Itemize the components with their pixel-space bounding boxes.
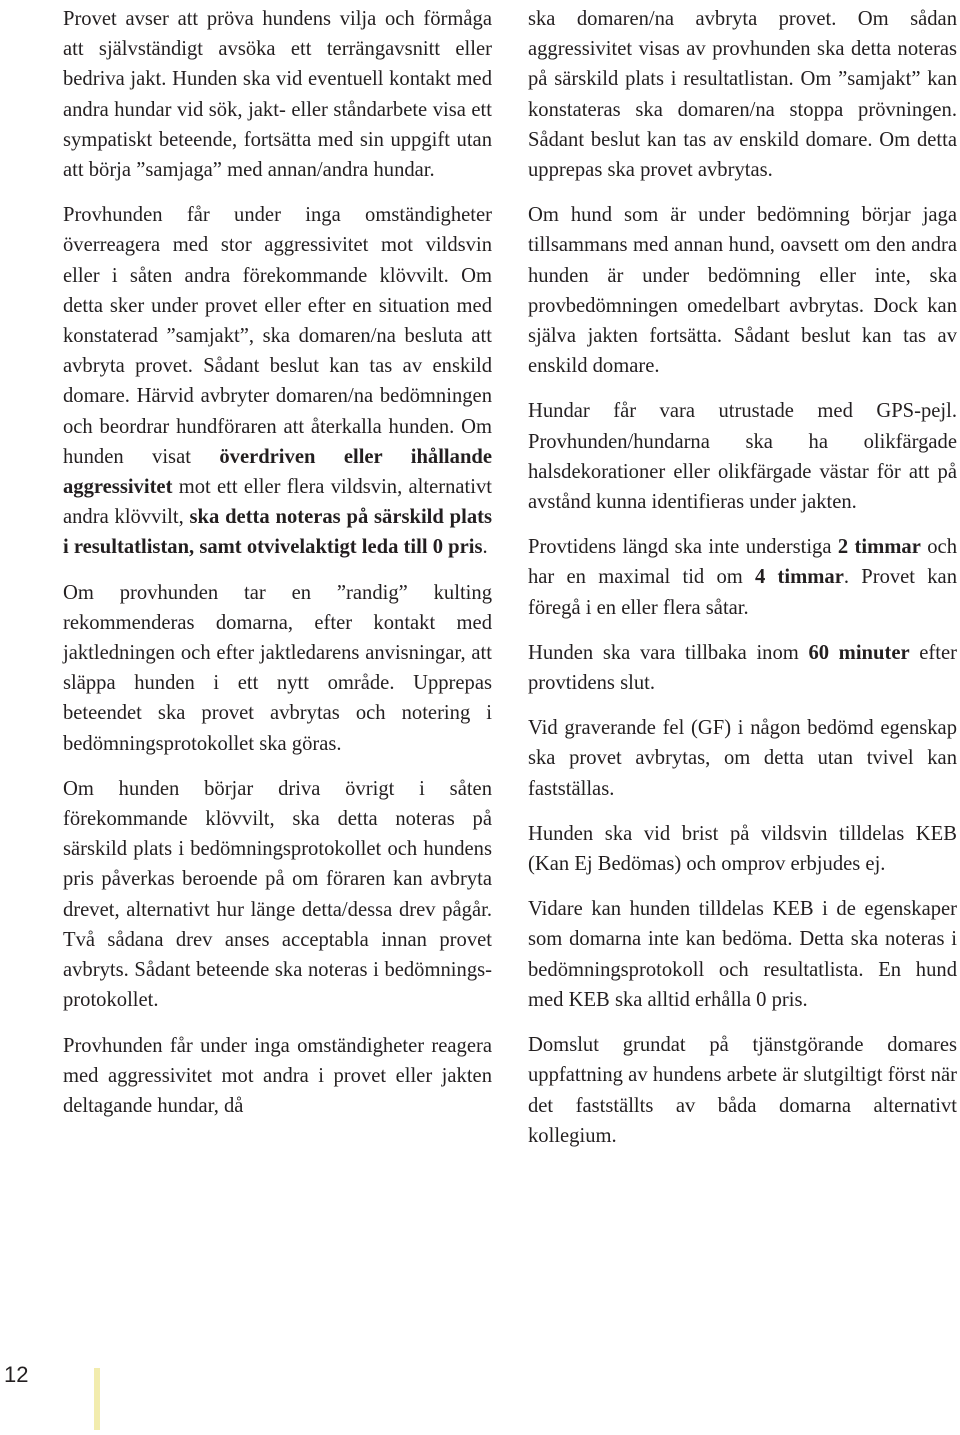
- paragraph: Hunden ska vid brist på vildsvin tilldelas KEB (Kan Ej Bedömas) och omprov erbjudes ej.: [528, 822, 957, 876]
- text-run: Hunden ska vara tillbaka inom: [528, 641, 809, 664]
- paragraph: ska domaren/na avbryta provet. Om sådan aggressivitet visas av provhunden ska detta noteras på särskild plats i resultatlistan. Om ”samjakt” kan konstateras ska domaren/na stoppa prövningen. Sådant beslut kan tas av enskild domare. Om detta upprepas ska provet avbrytas.: [528, 8, 957, 182]
- paragraph: Provhunden får under inga omständigheter reagera med aggressivitet mot andra i provet eller jakten deltagande hundar, då: [63, 1034, 492, 1117]
- paragraph: Om hund som är under bedömning börjar jaga tillsammans med annan hund, oavsett om den andra hunden är under bedömning eller inte, ska provbedömningen omedelbart avbrytas. Dock kan själva jakten fortsätta. Sådant beslut kan tas av enskild domare.: [528, 204, 957, 378]
- bold-text: 4 timmar: [755, 566, 844, 589]
- paragraph: [528, 532, 957, 623]
- text-run: .: [482, 536, 488, 559]
- text-run: Provtidens längd ska inte understiga: [528, 536, 838, 559]
- text-run: . Provet kan föregå i en eller flera såtar.: [528, 566, 957, 619]
- paragraph: Provet avser att pröva hundens vilja och förmåga att självständigt avsöka ett terrängavsnitt eller bedriva jakt. Hunden ska vid eventuell kontakt med andra hundar vid sök, jakt- eller ståndarbete visa ett sympatiskt beteende, fortsätta med sin uppgift utan att börja ”samjaga” med annan/andra hundar.: [63, 8, 492, 182]
- right-column: [528, 4, 957, 1166]
- bold-text: 2 timmar: [837, 536, 921, 559]
- bold-text: överdriven eller ihållande aggressivitet: [63, 445, 492, 499]
- paragraph: Hundar får vara utrustade med GPS-pejl. Provhunden/hundarna ska ha olikfärgade halsdekorationer eller olikfärgade västar för att på avstånd kunna identifieras under jakten.: [528, 400, 957, 514]
- text-run: mot ett eller flera vildsvin, alternativt andra klövvilt,: [63, 476, 492, 529]
- paragraph: [528, 638, 957, 698]
- paragraph: Om provhunden tar en ”randig” kulting rekommenderas domarna, efter kontakt med jaktledningen och efter jaktledarens anvisningar, att släppa hunden i ett nytt område. Upprepas beteendet ska provet avbrytas och notering i bedömningsprotokollet ska göras.: [63, 581, 492, 755]
- bold-text: ska detta noteras på särskild plats i resultatlistan, samt otvivelaktigt leda till 0 pris: [63, 506, 492, 559]
- paragraph: Vidare kan hunden tilldelas KEB i de egenskaper som domarna inte kan bedöma. Detta ska noteras i bedömningsprotokoll och resultatlista. En hund med KEB ska alltid erhålla 0 pris.: [528, 898, 957, 1011]
- paragraph: Domslut grundat på tjänstgörande domares uppfattning av hundens arbete är slutgiltigt först när det fastställts av båda domarna alternativt kollegium.: [528, 1034, 957, 1147]
- paragraph: Vid graverande fel (GF) i någon bedömd egenskap ska provet avbrytas, om detta utan tvivel kan fastställas.: [528, 717, 957, 800]
- text-run: Provhunden får under inga omständigheter överreagera med stor aggressivitet mot vildsvin eller i såten andra förekommande klövvilt. Om detta sker under provet eller efter en situation med konstaterad ”samjakt”, ska domaren/na besluta att avbryta provet. Sådant beslut kan tas av enskild domare. Härvid avbryter domaren/na bedömningen och beordrar hundföraren att återkalla hunden. Om hunden visat: [63, 204, 492, 468]
- text-run: och har en maximal tid om: [528, 536, 957, 589]
- text-run: efter provtidens slut.: [528, 641, 957, 695]
- page-margin-rule: [94, 1368, 100, 1430]
- paragraph: [63, 200, 492, 562]
- bold-text: 60 minuter: [808, 641, 910, 664]
- page-number: 12: [4, 1362, 29, 1387]
- left-column: [63, 4, 492, 1136]
- paragraph: Om hunden börjar driva övrigt i såten förekommande klövvilt, ska detta noteras på särskild plats i bedömningsprotokollet och hundens pris påverkas beroende på om föraren kan avbryta drevet, alternativt hur länge detta/dessa drev pågår. Två sådana drev anses acceptabla innan provet avbryts. Sådant beteende ska noteras i bedömningsprotokollet.: [63, 777, 492, 1012]
